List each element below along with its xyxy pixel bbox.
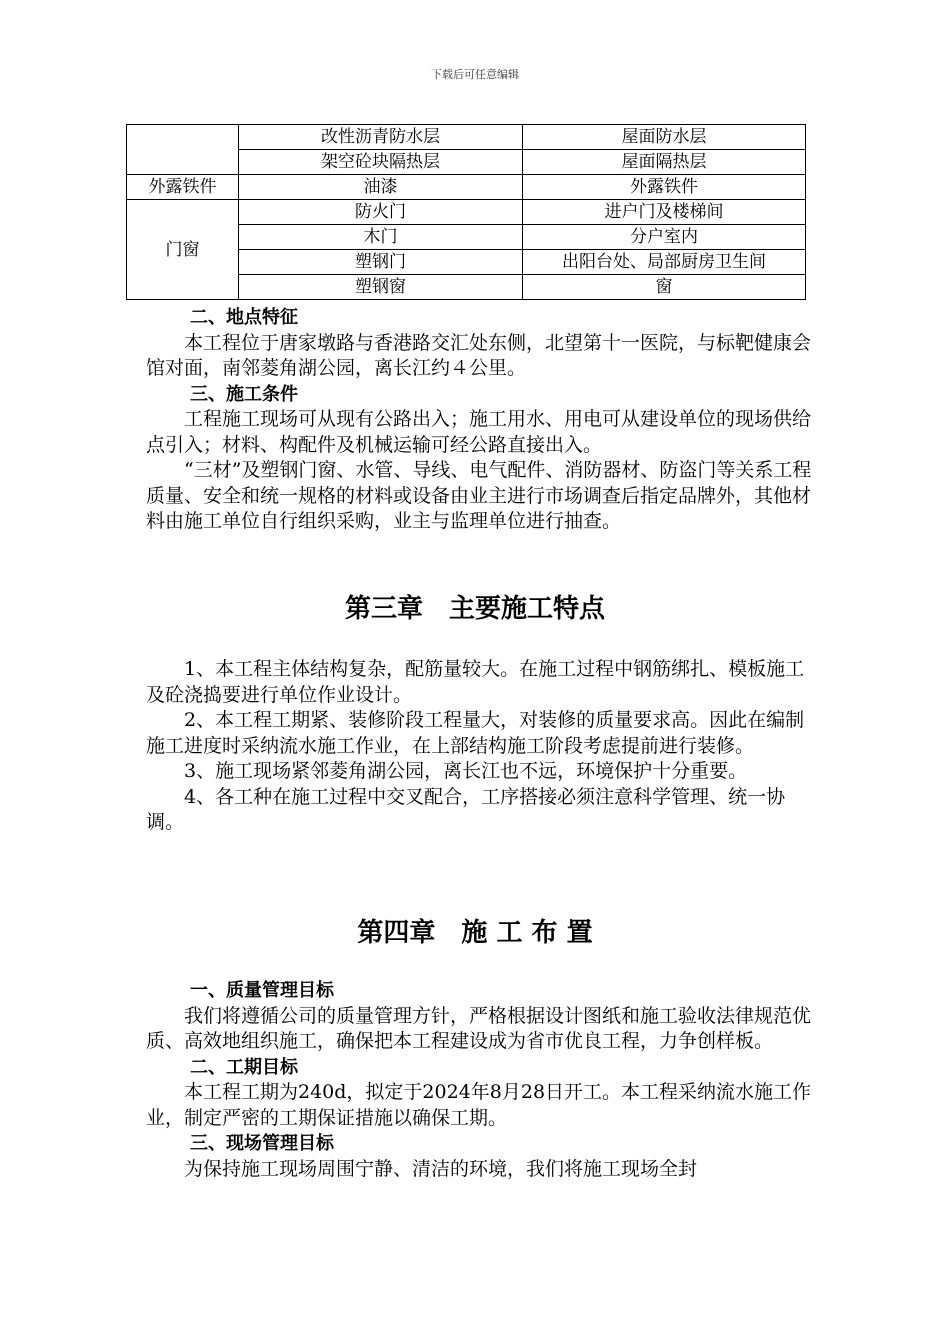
schedule-paragraph: 本工程工期为240d，拟定于2024年8月28日开工。本工程采纳流水施工作业，制定严密的工期保证措施以确保工期。 — [146, 1081, 812, 1129]
conditions-paragraph: “三材”及塑钢门窗、水管、导线、电气配件、消防器材、防盗门等关系工程质量、安全和统一规格的材料或设备由业主进行市场调查后指定品牌外，其他材料由施工单位自行组织采购，业主与监理单位进行抽查。 — [146, 459, 812, 532]
chapter3-body — [146, 657, 816, 836]
list-item: 1、本工程主体结构复杂，配筋量较大。在施工过程中钢筋绑扎、模板施工及砼浇捣要进行单位作业设计。 — [146, 658, 805, 706]
table-cell: 架空砼块隔热层 — [239, 150, 523, 175]
table-row — [127, 175, 806, 200]
table-cell: 塑钢门 — [239, 250, 523, 275]
table-cell: 塑钢窗 — [239, 275, 523, 300]
table-cell: 屋面防水层 — [523, 125, 806, 150]
location-paragraph: 本工程位于唐家墩路与香港路交汇处东侧，北望第十一医院，与标靶健康会馆对面，南邻菱角湖公园，离长江约４公里。 — [146, 331, 812, 379]
table-cell: 外露铁件 — [127, 175, 239, 200]
conditions-heading: 三、施工条件 — [190, 383, 298, 405]
table-cell — [127, 125, 239, 175]
site-paragraph: 为保持施工现场周围宁静、清洁的环境，我们将施工现场全封 — [184, 1157, 698, 1180]
list-item: 3、施工现场紧邻菱角湖公园，离长江也不远，环境保护十分重要。 — [184, 760, 748, 782]
table-cell: 屋面隔热层 — [523, 150, 806, 175]
page-header: 下载后可任意编辑 — [431, 68, 519, 81]
list-item: 4、各工种在施工过程中交叉配合，工序搭接必须注意科学管理、统一协调。 — [146, 785, 786, 833]
quality-paragraph: 我们将遵循公司的质量管理方针，严格根据设计图纸和施工验收法律规范优质、高效地组织施工，确保把本工程建设成为省市优良工程，力争创样板。 — [146, 1004, 812, 1052]
conditions-paragraph: 工程施工现场可从现有公路出入；施工用水、用电可从建设单位的现场供给点引入；材料、构配件及机械运输可经公路直接出入。 — [146, 408, 812, 456]
table-cell: 改性沥青防水层 — [239, 125, 523, 150]
table-row — [127, 200, 806, 225]
table-cell: 窗 — [523, 275, 806, 300]
chapter3-title: 第三章 主要施工特点 — [344, 594, 605, 624]
list-item: 2、本工程工期紧、装修阶段工程量大，对装修的质量要求高。因此在编制施工进度时采纳流水施工作业，在上部结构施工阶段考虑提前进行装修。 — [146, 709, 805, 757]
chapter4-title: 第四章 施 工 布 置 — [357, 918, 593, 948]
materials-table — [126, 124, 806, 300]
table-row — [127, 125, 806, 150]
table-cell: 分户室内 — [523, 225, 806, 250]
table-cell: 门窗 — [127, 200, 239, 300]
schedule-heading: 二、工期目标 — [190, 1056, 298, 1078]
table-cell: 出阳台处、局部厨房卫生间 — [523, 250, 806, 275]
section-site-info — [146, 305, 816, 535]
location-heading: 二、地点特征 — [190, 307, 298, 328]
site-heading: 三、现场管理目标 — [190, 1133, 334, 1154]
table-cell: 油漆 — [239, 175, 523, 200]
chapter4-body — [146, 978, 816, 1182]
table-cell: 进户门及楼梯间 — [523, 200, 806, 225]
table-cell: 木门 — [239, 225, 523, 250]
quality-heading: 一、质量管理目标 — [190, 980, 334, 1001]
table-cell: 防火门 — [239, 200, 523, 225]
table-cell: 外露铁件 — [523, 175, 806, 200]
